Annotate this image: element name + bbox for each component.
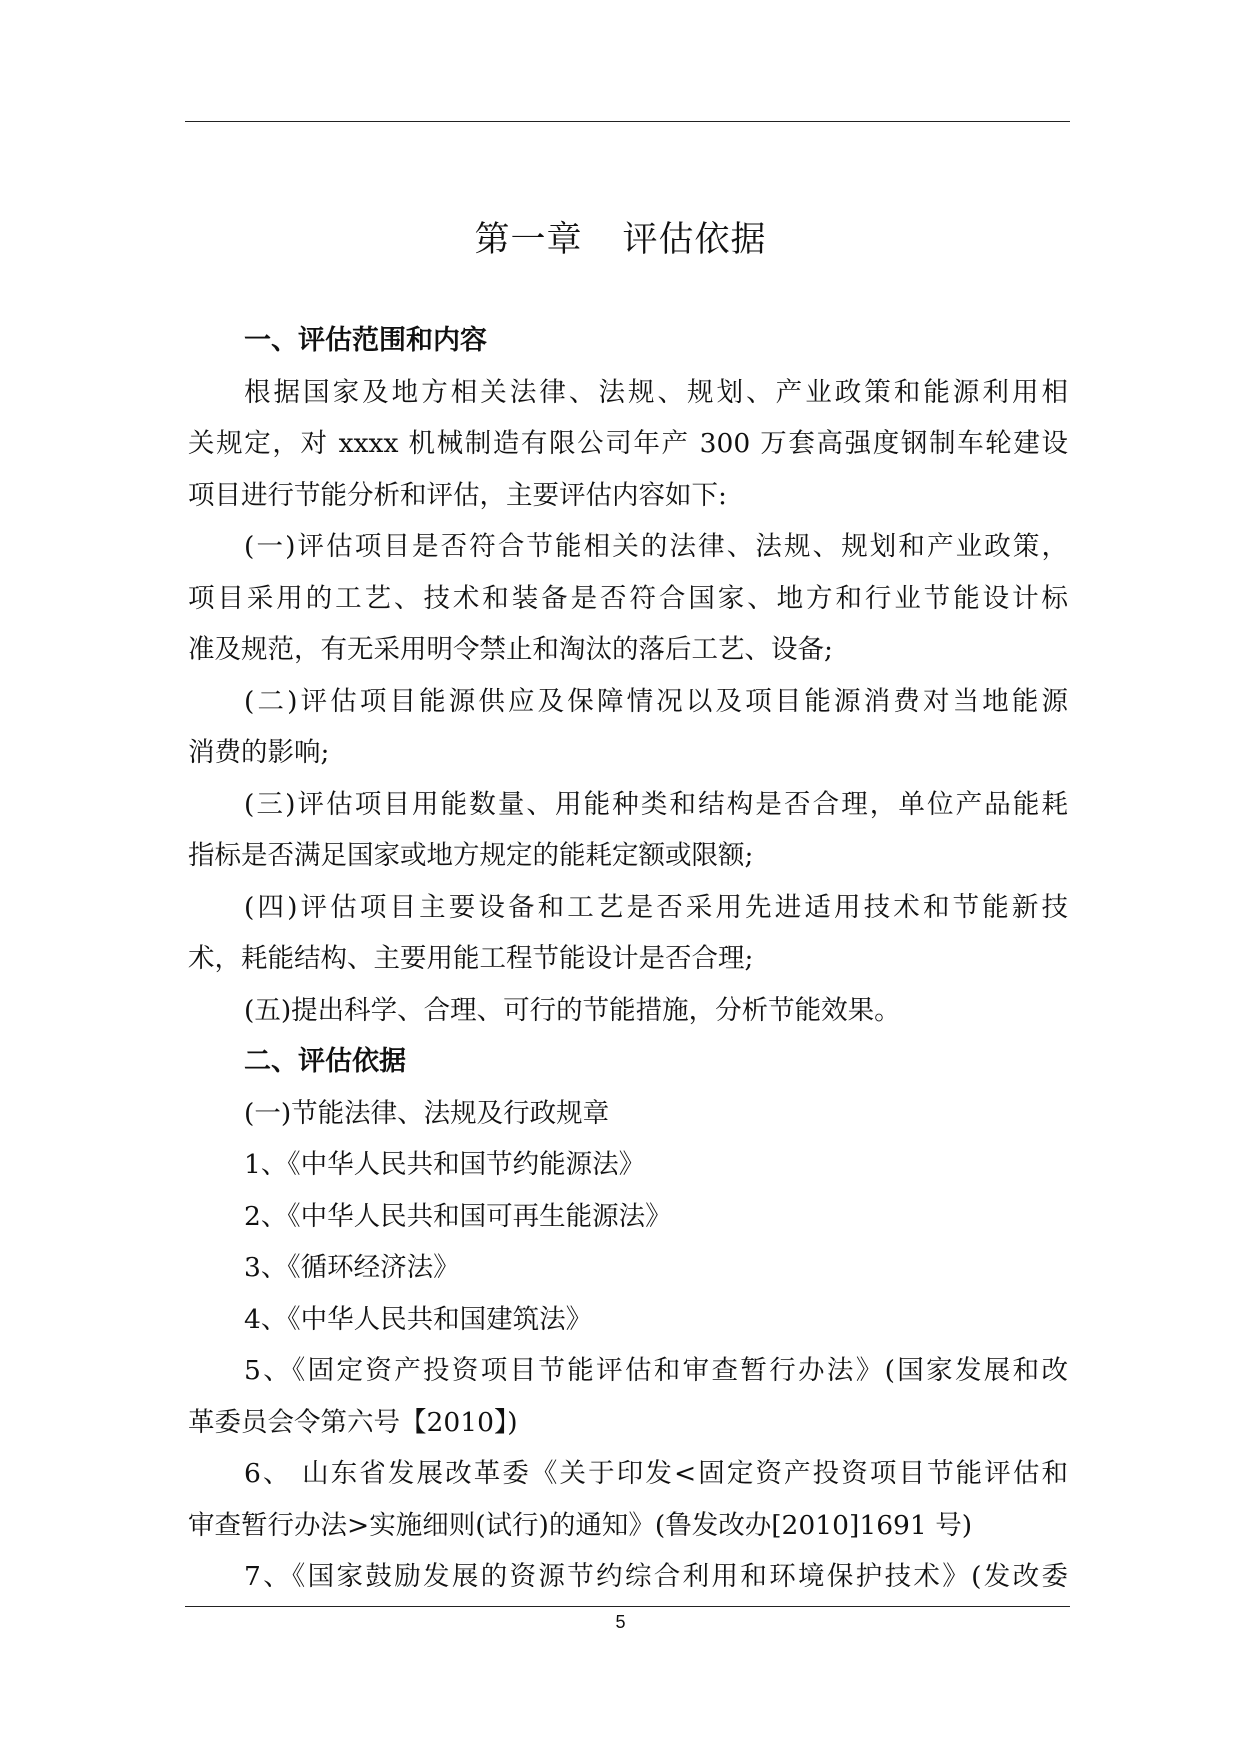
list-item: 1、《中华人民共和国节约能源法》 [244,1149,646,1180]
list-item: 6、 山东省发展改革委《关于印发<固定资产投资项目节能评估和 [244,1458,1068,1489]
paragraph-line: (一)评估项目是否符合节能相关的法律、法规、规划和产业政策， [244,531,1068,562]
paragraph-line: (五)提出科学、合理、可行的节能措施，分析节能效果。 [244,994,901,1026]
header-rule [185,121,1070,122]
list-item-continuation: 革委员会令第六号【2010】) [188,1406,518,1438]
paragraph-line: 指标是否满足国家或地方规定的能耗定额或限额; [188,840,754,871]
list-item: 2、《中华人民共和国可再生能源法》 [244,1200,672,1232]
paragraph-line: (三)评估项目用能数量、用能种类和结构是否合理，单位产品能耗 [244,788,1068,820]
paragraph-line: 准及规范，有无采用明令禁止和淘汰的落后工艺、设备; [188,634,833,665]
page-number: 5 [615,1612,626,1632]
paragraph-line: 关规定，对 xxxx 机械制造有限公司年产 300 万套高强度钢制车轮建设 [188,428,1068,459]
chapter-title [0,212,1241,262]
paragraph-line: (二)评估项目能源供应及保障情况以及项目能源消费对当地能源 [244,685,1068,717]
paragraph-line: 项目进行节能分析和评估，主要评估内容如下: [188,479,727,511]
paragraph-line: (四)评估项目主要设备和工艺是否采用先进适用技术和节能新技 [244,891,1068,923]
paragraph-line: 项目采用的工艺、技术和装备是否符合国家、地方和行业节能设计标 [188,582,1068,614]
list-item: 5、《固定资产投资项目节能评估和审查暂行办法》(国家发展和改 [244,1355,1068,1386]
list-item: 4、《中华人民共和国建筑法》 [244,1303,593,1335]
page-body [188,315,1068,1603]
chapter-label: 第一章 [474,220,583,260]
paragraph-line: 根据国家及地方相关法律、法规、规划、产业政策和能源利用相 [244,376,1068,408]
subsection-heading: (一)节能法律、法规及行政规章 [244,1097,610,1129]
list-item-continuation: 审查暂行办法>实施细则(试行)的通知》(鲁发改办[2010]1691 号) [188,1509,973,1541]
list-item: 3、《循环经济法》 [244,1252,460,1283]
footer-rule [185,1606,1070,1607]
section-heading-1: 一、评估范围和内容 [244,325,487,356]
chapter-name: 评估依据 [622,220,767,260]
paragraph-line: 消费的影响; [188,737,330,768]
list-item: 7、《国家鼓励发展的资源节约综合利用和环境保护技术》(发改委 [244,1561,1068,1592]
paragraph-line: 术，耗能结构、主要用能工程节能设计是否合理; [188,943,754,974]
section-heading-2: 二、评估依据 [244,1046,406,1077]
